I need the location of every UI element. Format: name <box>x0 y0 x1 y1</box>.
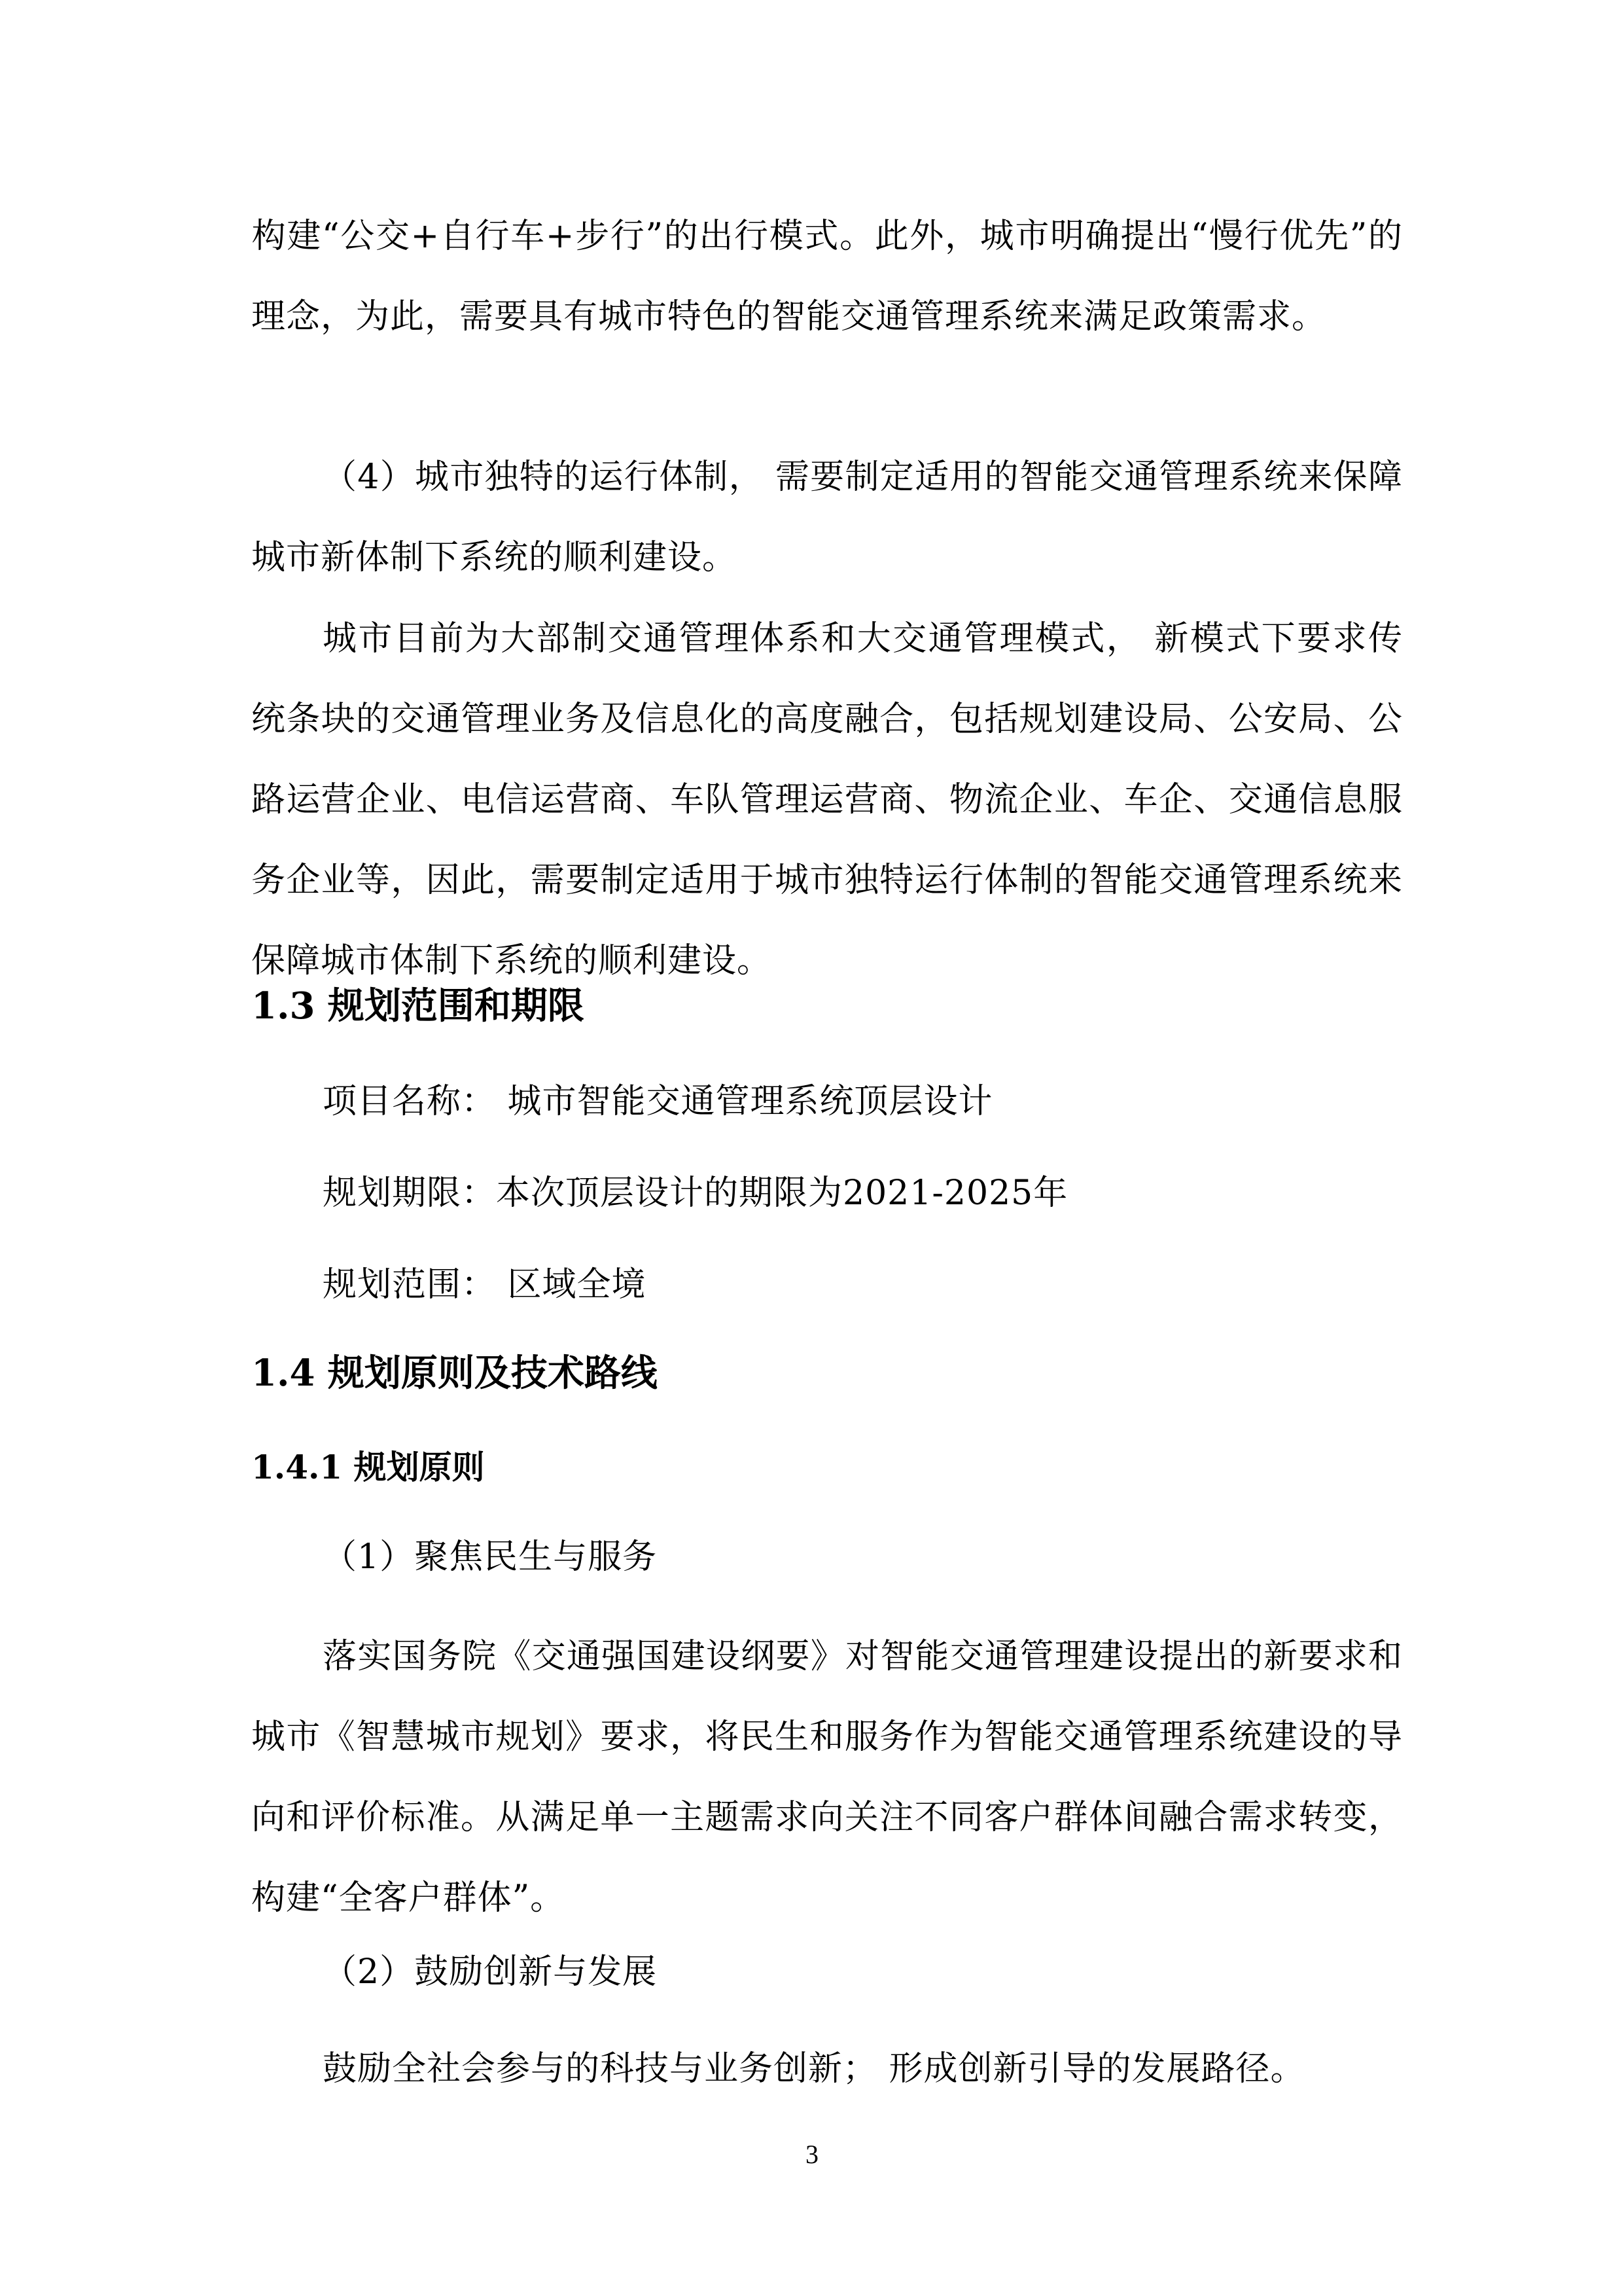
page-number: 3 <box>805 2140 819 2169</box>
project-name-line: 项目名称： 城市智能交通管理系统顶层设计 <box>323 1082 993 1121</box>
section-heading-1-3: 1.3 规划范围和期限 <box>251 984 584 1028</box>
principle-1-title: （1）聚焦民生与服务 <box>323 1537 658 1577</box>
section-heading-1-4: 1.4 规划原则及技术路线 <box>251 1352 658 1395</box>
principle-2-title: （2）鼓励创新与发展 <box>323 1952 658 1992</box>
principle-2-body: 鼓励全社会参与的科技与业务创新； 形成创新引导的发展路径。 <box>323 2049 1305 2089</box>
principle-1-body: 落实国务院《交通强国建设纲要》对智能交通管理建设提出的新要求和城市《智慧城市规划》要求，将民生和服务作为智能交通管理系统建设的导向和评价标准。从满足单一主题需求向关注不同客户群体间融合需求转变，构建“全客户群体”。 <box>251 1637 1403 1918</box>
planning-scope-line: 规划范围： 区域全境 <box>323 1265 646 1304</box>
subsection-heading-1-4-1: 1.4.1 规划原则 <box>251 1448 485 1486</box>
intro-paragraph-text: 构建“公交+自行车+步行”的出行模式。此外，城市明确提出“慢行优先”的理念，为此，需要具有城市特色的智能交通管理系统来满足政策需求。 <box>251 217 1403 336</box>
body-paragraph-4: 城市目前为大部制交通管理体系和大交通管理模式， 新模式下要求传统条块的交通管理业务及信息化的高度融合，包括规划建设局、公安局、公路运营企业、电信运营商、车队管理运营商、物流企业、车企、交通信息服务企业等，因此，需要制定适用于城市独特运行体制的智能交通管理系统来保障城市体制下系统的顺利建设。 <box>251 619 1403 980</box>
intro-paragraph <box>251 196 1403 357</box>
item-4-paragraph: （4）城市独特的运行体制， 需要制定适用的智能交通管理系统来保障城市新体制下系统的顺利建设。 <box>251 457 1403 577</box>
planning-period-line: 规划期限：本次顶层设计的期限为2021-2025年 <box>323 1174 1068 1213</box>
